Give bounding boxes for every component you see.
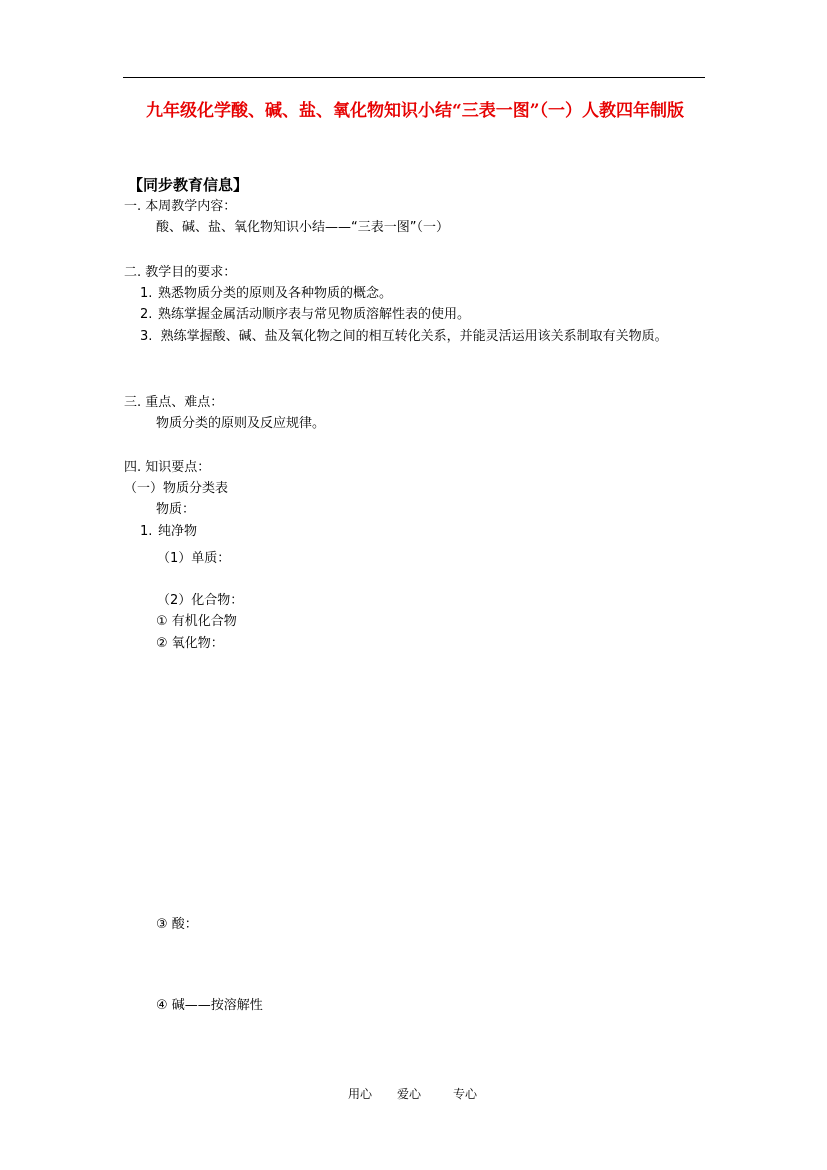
footer-item-2: 爱心 xyxy=(397,1087,422,1101)
part1-heading: 一. 本周教学内容： xyxy=(124,199,237,214)
part3-heading: 三. 重点、难点： xyxy=(124,395,224,410)
header-rule xyxy=(123,77,705,78)
part1-content: 酸、碱、盐、氧化物知识小结——“三表一图”（一） xyxy=(156,220,449,235)
base-label: ④ 碱——按溶解性 xyxy=(156,998,263,1013)
elemental-label: （1）单质： xyxy=(157,551,231,566)
part2-item3 xyxy=(124,326,706,348)
footer-item-1: 用心 xyxy=(348,1087,373,1101)
section-heading: 【同步教育信息】 xyxy=(128,176,249,194)
matter-label: 物质： xyxy=(156,502,196,517)
part2-item1-text: 熟悉物质分类的原则及各种物质的概念。 xyxy=(158,286,393,301)
part4-heading: 四. 知识要点： xyxy=(124,460,211,475)
part2-item3-text: 熟练掌握酸、碱、盐及氧化物之间的相互转化关系，并能灵活运用该关系制取有关物质。 xyxy=(160,329,668,344)
compound-label: （2）化合物： xyxy=(157,593,244,608)
part2-item1-num: 1. xyxy=(140,286,153,301)
part4-subheading: （一）物质分类表 xyxy=(124,481,229,496)
part2-heading: 二. 教学目的要求： xyxy=(124,265,237,280)
footer-item-3: 专心 xyxy=(453,1087,478,1101)
organic-compound-label: ① 有机化合物 xyxy=(156,614,237,629)
pure-substance-label: 纯净物 xyxy=(158,524,198,539)
document-title: 九年级化学酸、碱、盐、氧化物知识小结“三表一图”（一）人教四年制版 xyxy=(145,101,685,121)
part2-item2-text: 熟练掌握金属活动顺序表与常见物质溶解性表的使用。 xyxy=(158,307,471,322)
part3-content: 物质分类的原则及反应规律。 xyxy=(156,416,326,431)
acid-label: ③ 酸： xyxy=(156,917,198,932)
oxide-label: ② 氧化物： xyxy=(156,636,224,651)
part2-item3-num: 3. xyxy=(140,329,153,344)
pure-substance-num: 1. xyxy=(140,524,153,539)
part2-item2-num: 2. xyxy=(140,307,153,322)
